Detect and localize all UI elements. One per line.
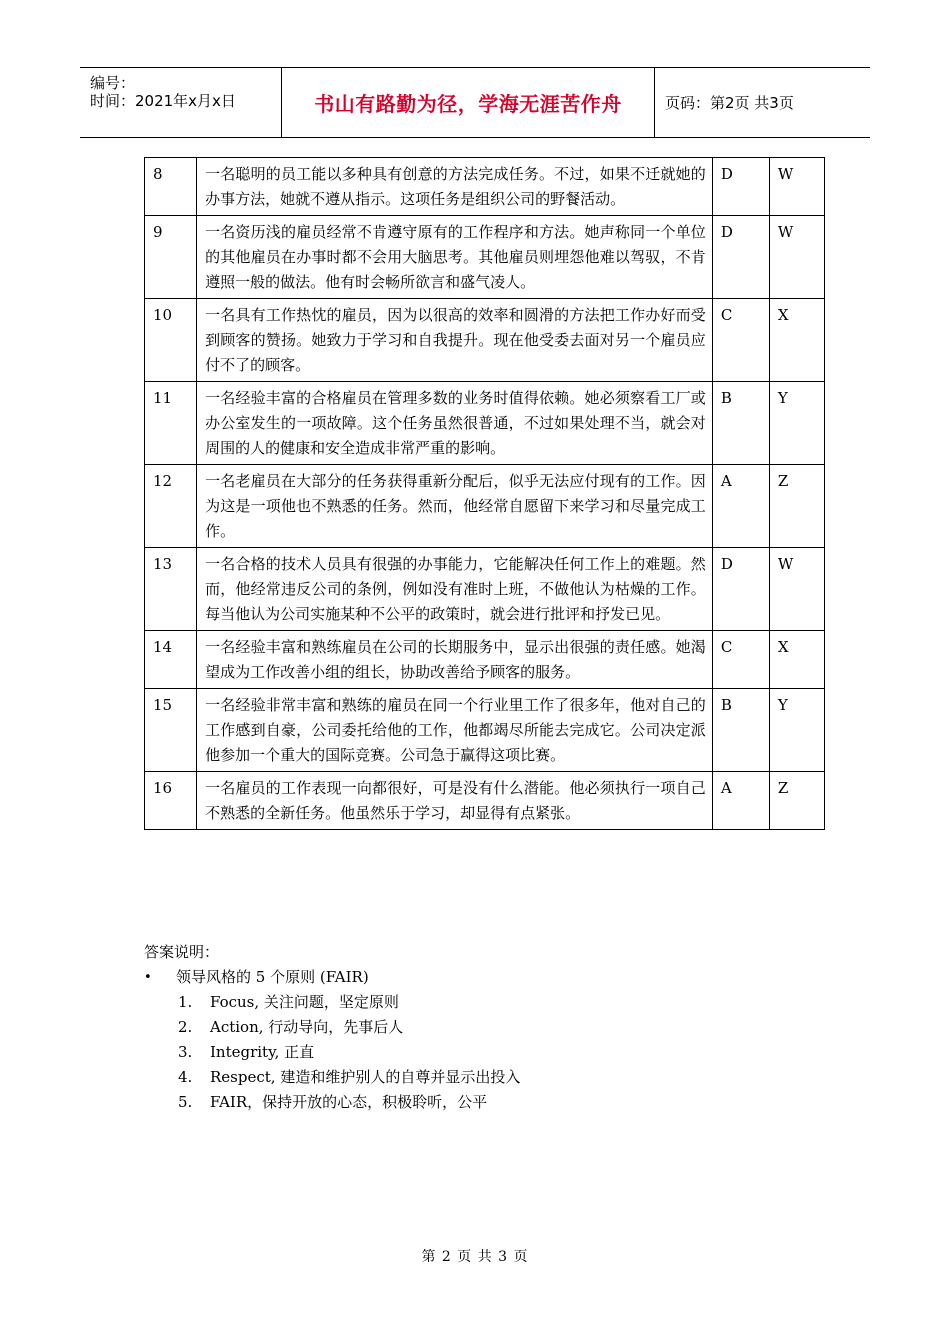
answer-section — [144, 940, 520, 1115]
row-number: 15 — [145, 689, 197, 772]
row-quadrant-code: Y — [769, 689, 824, 772]
row-number: 10 — [145, 299, 197, 382]
list-item-number: 1. — [178, 993, 193, 1011]
row-scenario: 一名聪明的员工能以多种具有创意的方法完成任务。不过，如果不迁就她的办事方法，她就不遵从指示。这项任务是组织公司的野餐活动。 — [197, 158, 713, 216]
row-quadrant-code: Z — [769, 465, 824, 548]
table-row — [145, 382, 825, 465]
row-style-code: A — [712, 465, 769, 548]
row-scenario: 一名老雇员在大部分的任务获得重新分配后，似乎无法应付现有的工作。因为这是一项他也不熟悉的任务。然而，他经常自愿留下来学习和尽量完成工作。 — [197, 465, 713, 548]
bullet-icon: • — [144, 970, 152, 985]
list-item — [144, 1040, 520, 1065]
row-style-code: D — [712, 216, 769, 299]
header-meta — [80, 68, 282, 137]
row-style-code: A — [712, 772, 769, 830]
table-row — [145, 216, 825, 299]
list-item-number: 2. — [178, 1018, 193, 1036]
row-quadrant-code: W — [769, 548, 824, 631]
list-item-text: Focus, 关注问题，坚定原则 — [210, 993, 399, 1011]
answer-bullet — [144, 965, 520, 990]
row-number: 13 — [145, 548, 197, 631]
answer-heading: 答案说明： — [144, 943, 220, 961]
row-quadrant-code: Z — [769, 772, 824, 830]
list-item-text: Action, 行动导向，先事后人 — [210, 1018, 404, 1036]
row-style-code: D — [712, 158, 769, 216]
row-quadrant-code: W — [769, 216, 824, 299]
row-quadrant-code: X — [769, 299, 824, 382]
row-style-code: B — [712, 689, 769, 772]
table-row — [145, 158, 825, 216]
row-quadrant-code: W — [769, 158, 824, 216]
row-number: 14 — [145, 631, 197, 689]
table-row — [145, 548, 825, 631]
table-row — [145, 631, 825, 689]
list-item — [144, 1065, 520, 1090]
table-row — [145, 465, 825, 548]
row-scenario: 一名经验丰富和熟练雇员在公司的长期服务中，显示出很强的责任感。她渴望成为工作改善小组的组长，协助改善给予顾客的服务。 — [197, 631, 713, 689]
row-number: 12 — [145, 465, 197, 548]
row-style-code: C — [712, 299, 769, 382]
row-scenario: 一名合格的技术人员具有很强的办事能力，它能解决任何工作上的难题。然而，他经常违反公司的条例，例如没有准时上班，不做他认为枯燥的工作。每当他认为公司实施某种不公平的政策时，就会进行批评和抒发已见。 — [197, 548, 713, 631]
list-item — [144, 1090, 520, 1115]
page-footer: 第 2 页 共 3 页 — [421, 1249, 529, 1265]
list-item-text: FAIR，保持开放的心态，积极聆听，公平 — [210, 1093, 488, 1111]
row-style-code: B — [712, 382, 769, 465]
row-scenario: 一名经验丰富的合格雇员在管理多数的业务时值得依赖。她必须察看工厂或办公室发生的一项故障。这个任务虽然很普通，不过如果处理不当，就会对周围的人的健康和安全造成非常严重的影响。 — [197, 382, 713, 465]
header-motto — [282, 68, 655, 137]
list-item-number: 3. — [178, 1043, 193, 1061]
row-number: 8 — [145, 158, 197, 216]
question-table — [144, 157, 825, 830]
list-item — [144, 1015, 520, 1040]
row-style-code: C — [712, 631, 769, 689]
principle-list — [144, 990, 520, 1115]
row-number: 9 — [145, 216, 197, 299]
table-row — [145, 299, 825, 382]
list-item-number: 4. — [178, 1068, 193, 1086]
list-item — [144, 990, 520, 1015]
row-scenario: 一名经验非常丰富和熟练的雇员在同一个行业里工作了很多年，他对自己的工作感到自豪，公司委托给他的工作，他都竭尽所能去完成它。公司决定派他参加一个重大的国际竞赛。公司急于赢得这项比赛。 — [197, 689, 713, 772]
row-number: 11 — [145, 382, 197, 465]
list-item-text: Integrity, 正直 — [210, 1043, 315, 1061]
header-page-info — [655, 68, 870, 137]
row-quadrant-code: X — [769, 631, 824, 689]
row-scenario: 一名雇员的工作表现一向都很好，可是没有什么潜能。他必须执行一项自己不熟悉的全新任务。他虽然乐于学习，却显得有点紧张。 — [197, 772, 713, 830]
table-row — [145, 689, 825, 772]
row-style-code: D — [712, 548, 769, 631]
row-scenario: 一名具有工作热忱的雇员，因为以很高的效率和圆滑的方法把工作办好而受到顾客的赞扬。她致力于学习和自我提升。现在他受委去面对另一个雇员应付不了的顾客。 — [197, 299, 713, 382]
motto-text: 书山有路勤为径，学海无涯苦作舟 — [314, 92, 622, 116]
date-label: 时间：2021年x月x日 — [90, 92, 236, 110]
page-label: 页码：第2页 共3页 — [665, 94, 794, 112]
list-item-number: 5. — [178, 1093, 193, 1111]
row-number: 16 — [145, 772, 197, 830]
row-scenario: 一名资历浅的雇员经常不肯遵守原有的工作程序和方法。她声称同一个单位的其他雇员在办事时都不会用大脑思考。其他雇员则埋怨他难以驾驭，不肯遵照一般的做法。他有时会畅所欲言和盛气凌人。 — [197, 216, 713, 299]
page-header — [80, 67, 870, 138]
table-row — [145, 772, 825, 830]
bullet-text: 领导风格的 5 个原则 (FAIR) — [176, 968, 369, 986]
list-item-text: Respect, 建造和维护别人的自尊并显示出投入 — [210, 1068, 521, 1086]
row-quadrant-code: Y — [769, 382, 824, 465]
number-label: 编号： — [90, 74, 136, 92]
